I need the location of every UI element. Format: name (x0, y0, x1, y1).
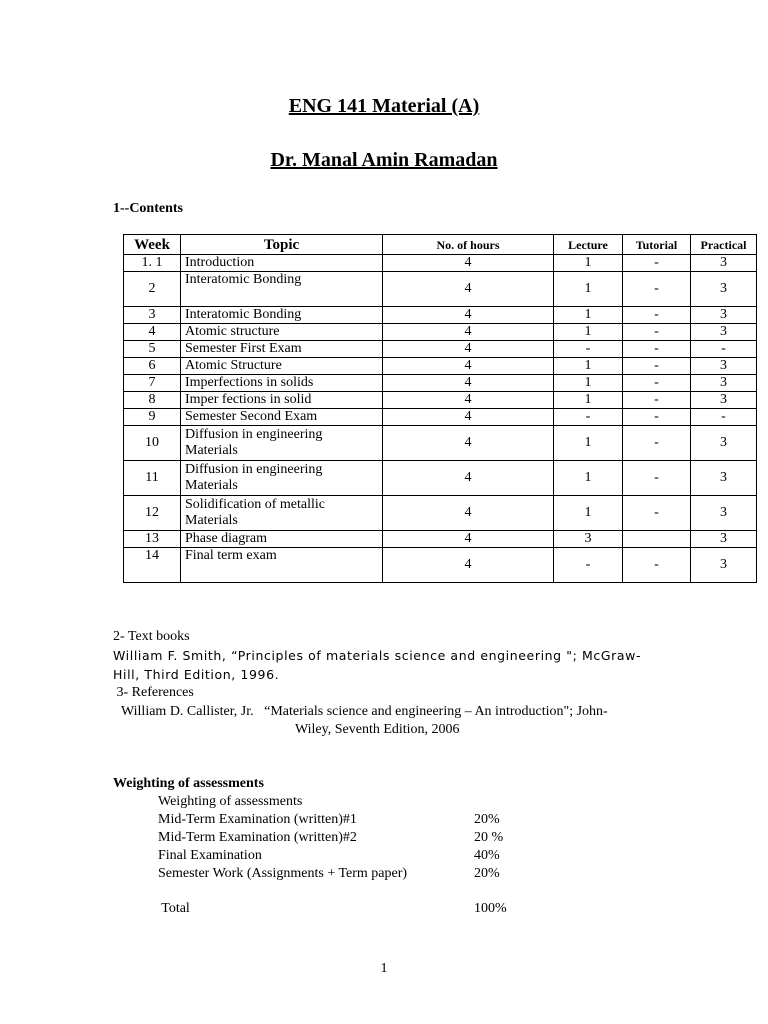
cell-hours: 4 (383, 409, 554, 426)
weighting-item-value: 20% (474, 812, 500, 827)
cell-topic: Interatomic Bonding (181, 272, 383, 307)
cell-topic: Solidification of metallic Materials (181, 496, 383, 531)
cell-lecture: 1 (554, 255, 623, 272)
cell-week: 8 (124, 392, 181, 409)
cell-week: 7 (124, 375, 181, 392)
cell-hours: 4 (383, 548, 554, 583)
cell-practical: 3 (691, 358, 757, 375)
cell-tutorial: - (623, 375, 691, 392)
cell-lecture: - (554, 341, 623, 358)
header-lecture: Lecture (554, 235, 623, 255)
weighting-subheading: Weighting of assessments (158, 794, 303, 809)
cell-practical: 3 (691, 461, 757, 496)
cell-practical: 3 (691, 392, 757, 409)
cell-tutorial: - (623, 548, 691, 583)
cell-practical: 3 (691, 496, 757, 531)
cell-topic: Semester Second Exam (181, 409, 383, 426)
header-tutorial: Tutorial (623, 235, 691, 255)
cell-lecture: 1 (554, 461, 623, 496)
cell-week: 2 (124, 272, 181, 307)
table-row (124, 461, 757, 496)
cell-practical: 3 (691, 531, 757, 548)
cell-practical: 3 (691, 548, 757, 583)
contents-table (123, 234, 757, 583)
weighting-item-label: Final Examination (158, 848, 262, 863)
cell-week: 1. 1 (124, 255, 181, 272)
references-heading: 3- References (113, 685, 194, 700)
cell-lecture: 1 (554, 358, 623, 375)
weighting-item-value: 20% (474, 866, 500, 881)
textbook-line-2: Hill, Third Edition, 1996. (113, 667, 280, 682)
cell-week: 14 (124, 548, 181, 583)
cell-hours: 4 (383, 358, 554, 375)
weighting-item-value: 40% (474, 848, 500, 863)
weighting-total-label: Total (158, 901, 190, 916)
cell-tutorial: - (623, 409, 691, 426)
cell-week: 10 (124, 426, 181, 461)
cell-tutorial: - (623, 426, 691, 461)
cell-week: 12 (124, 496, 181, 531)
cell-topic: Imperfections in solids (181, 375, 383, 392)
cell-week: 3 (124, 307, 181, 324)
cell-topic: Atomic Structure (181, 358, 383, 375)
weighting-heading: Weighting of assessments (113, 776, 264, 791)
cell-week: 4 (124, 324, 181, 341)
cell-hours: 4 (383, 426, 554, 461)
table-row (124, 531, 757, 548)
header-week: Week (124, 235, 181, 255)
cell-topic: Atomic structure (181, 324, 383, 341)
cell-hours: 4 (383, 272, 554, 307)
header-practical: Practical (691, 235, 757, 255)
table-row (124, 496, 757, 531)
table-row (124, 426, 757, 461)
cell-tutorial (623, 531, 691, 548)
reference-line-1: William D. Callister, Jr. “Materials science and engineering – An introduction"; John- (121, 704, 608, 719)
cell-tutorial: - (623, 392, 691, 409)
cell-week: 5 (124, 341, 181, 358)
cell-practical: 3 (691, 324, 757, 341)
cell-tutorial: - (623, 324, 691, 341)
cell-hours: 4 (383, 392, 554, 409)
table-row (124, 392, 757, 409)
cell-lecture: - (554, 409, 623, 426)
cell-hours: 4 (383, 375, 554, 392)
cell-hours: 4 (383, 324, 554, 341)
header-topic: Topic (181, 235, 383, 255)
table-row (124, 324, 757, 341)
weighting-item-label: Mid-Term Examination (written)#1 (158, 812, 357, 827)
cell-practical: 3 (691, 272, 757, 307)
cell-topic: Final term exam (181, 548, 383, 583)
table-row (124, 548, 757, 583)
cell-hours: 4 (383, 496, 554, 531)
cell-practical: 3 (691, 307, 757, 324)
cell-lecture: 1 (554, 496, 623, 531)
header-hours: No. of hours (383, 235, 554, 255)
table-row (124, 341, 757, 358)
textbook-line-1: William F. Smith, “Principles of materials science and engineering "; McGraw- (113, 648, 642, 663)
cell-topic: Diffusion in engineering Materials (181, 461, 383, 496)
page-number: 1 (380, 961, 388, 976)
cell-week: 13 (124, 531, 181, 548)
cell-hours: 4 (383, 461, 554, 496)
cell-practical: - (691, 341, 757, 358)
table-row (124, 358, 757, 375)
table-row (124, 272, 757, 307)
cell-tutorial: - (623, 358, 691, 375)
cell-topic: Phase diagram (181, 531, 383, 548)
textbooks-heading: 2- Text books (113, 629, 190, 644)
cell-practical: 3 (691, 375, 757, 392)
contents-heading: 1--Contents (113, 201, 183, 216)
cell-topic: Semester First Exam (181, 341, 383, 358)
reference-line-2: Wiley, Seventh Edition, 2006 (295, 722, 460, 737)
cell-week: 11 (124, 461, 181, 496)
cell-tutorial: - (623, 255, 691, 272)
cell-topic: Imper fections in solid (181, 392, 383, 409)
weighting-item-value: 20 % (474, 830, 504, 845)
table-row (124, 375, 757, 392)
cell-hours: 4 (383, 255, 554, 272)
cell-hours: 4 (383, 341, 554, 358)
cell-tutorial: - (623, 496, 691, 531)
cell-lecture: 1 (554, 375, 623, 392)
cell-hours: 4 (383, 531, 554, 548)
cell-lecture: 1 (554, 272, 623, 307)
weighting-total-value: 100% (474, 901, 507, 916)
cell-tutorial: - (623, 341, 691, 358)
table-row (124, 307, 757, 324)
cell-topic: Introduction (181, 255, 383, 272)
cell-topic: Interatomic Bonding (181, 307, 383, 324)
cell-tutorial: - (623, 307, 691, 324)
cell-lecture: 1 (554, 392, 623, 409)
cell-tutorial: - (623, 272, 691, 307)
cell-lecture: - (554, 548, 623, 583)
cell-lecture: 1 (554, 324, 623, 341)
cell-practical: - (691, 409, 757, 426)
cell-topic: Diffusion in engineering Materials (181, 426, 383, 461)
table-row (124, 255, 757, 272)
cell-lecture: 3 (554, 531, 623, 548)
instructor-name: Dr. Manal Amin Ramadan (270, 149, 498, 171)
cell-week: 6 (124, 358, 181, 375)
course-title: ENG 141 Material (A) (288, 95, 480, 117)
weighting-item-label: Mid-Term Examination (written)#2 (158, 830, 357, 845)
cell-lecture: 1 (554, 307, 623, 324)
cell-lecture: 1 (554, 426, 623, 461)
cell-practical: 3 (691, 255, 757, 272)
cell-practical: 3 (691, 426, 757, 461)
cell-hours: 4 (383, 307, 554, 324)
cell-week: 9 (124, 409, 181, 426)
table-row (124, 409, 757, 426)
table-header-row (124, 235, 757, 255)
cell-tutorial: - (623, 461, 691, 496)
weighting-item-label: Semester Work (Assignments + Term paper) (158, 866, 408, 881)
